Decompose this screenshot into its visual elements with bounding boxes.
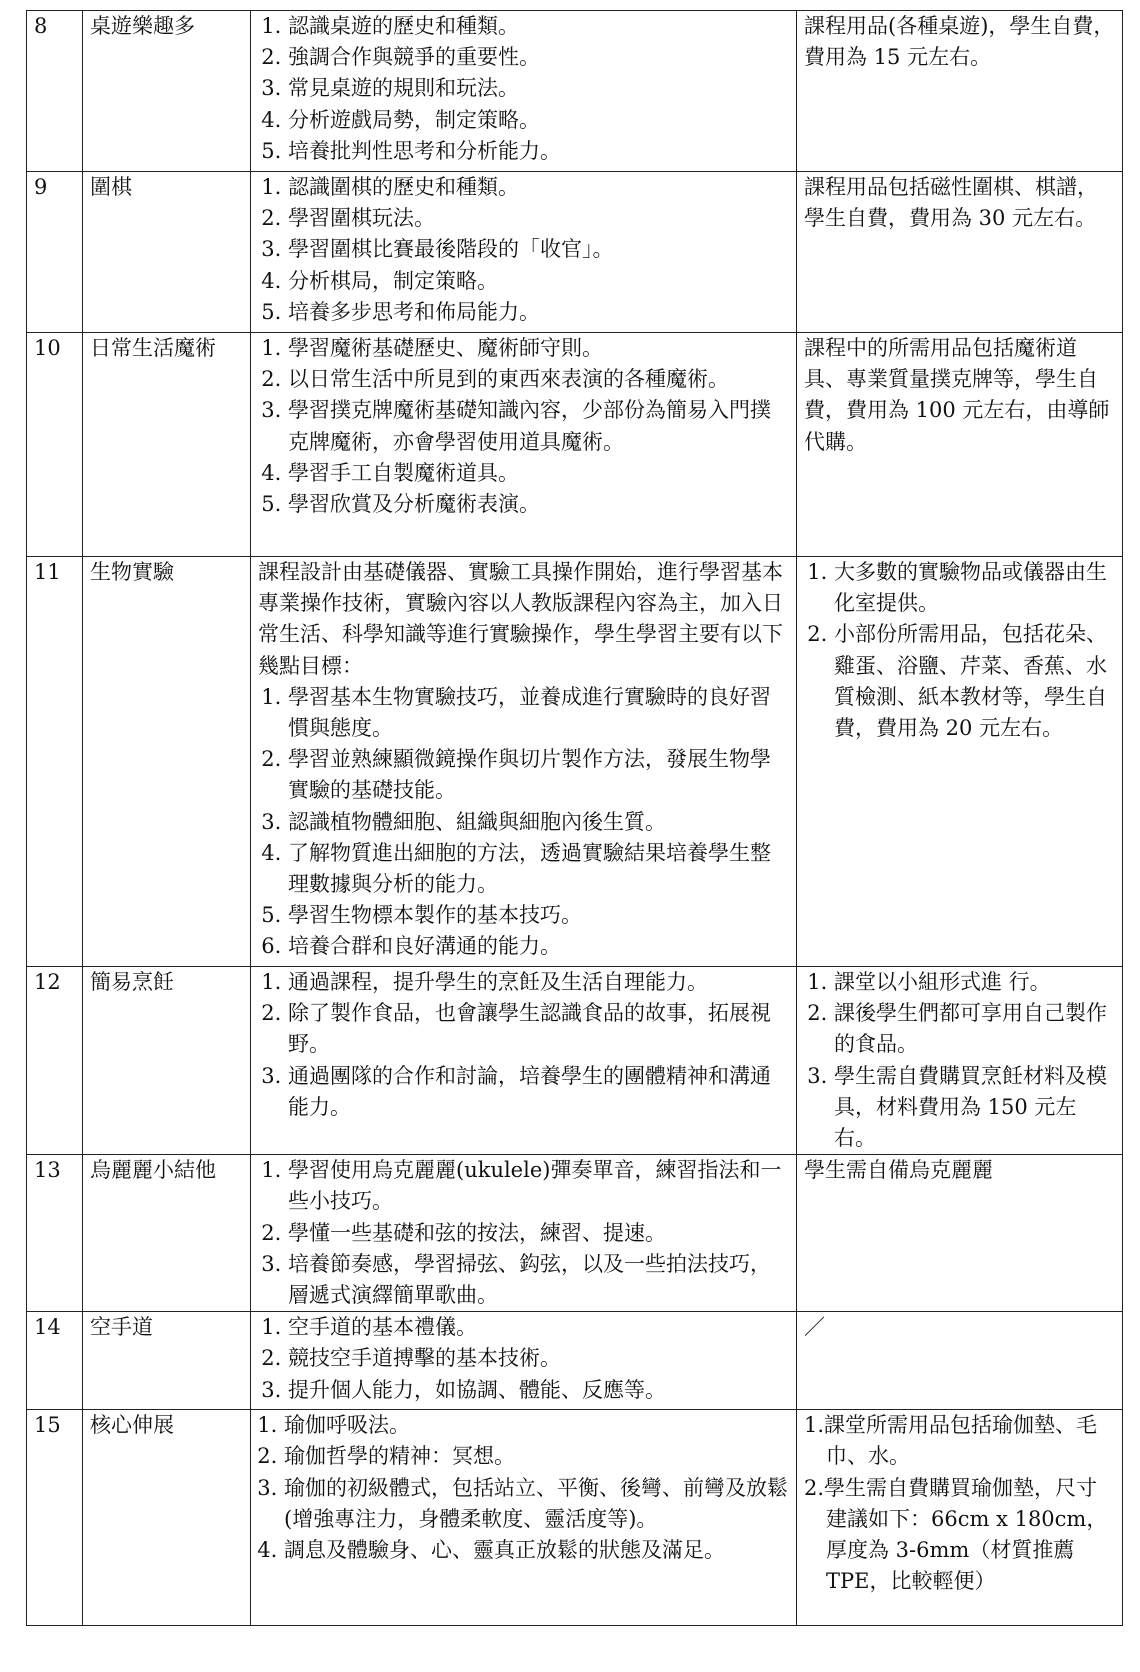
note-item: 3. 學生需自費購買烹飪材料及模具，材料費用為 150 元左右。 [834,1061,1116,1155]
goal-item: 3. 提升個人能力，如協調、體能、反應等。 [288,1375,790,1406]
goal-item: 5. 學習生物標本製作的基本技巧。 [288,900,790,931]
goal-item: 4. 調息及體驗身、心、靈真正放鬆的狀態及滿足。 [284,1535,790,1566]
goal-item: 2. 學懂一些基礎和弦的按法，練習、提速。 [288,1218,790,1249]
course-note: 課程用品包括磁性圍棋、棋譜，學生自費，費用為 30 元左右。 [797,172,1123,333]
goal-item: 1. 學習基本生物實驗技巧，並養成進行實驗時的良好習慣與態度。 [288,682,790,744]
table-row [27,1155,1123,1312]
goal-list [258,172,790,328]
goal-item: 2. 競技空手道搏擊的基本技術。 [288,1343,790,1374]
goal-item: 4. 分析棋局，制定策略。 [288,266,790,297]
goal-item: 3. 培養節奏感，學習掃弦、鈎弦，以及一些拍法技巧，層遞式演繹簡單歌曲。 [288,1249,790,1311]
course-goals [251,1410,797,1626]
course-number: 12 [27,967,83,1155]
course-name: 烏麗麗小結他 [83,1155,251,1312]
goal-list [258,967,790,1123]
course-name: 空手道 [83,1312,251,1410]
goal-item: 3. 認識植物體細胞、組織與細胞內後生質。 [288,807,790,838]
table-row [27,1312,1123,1410]
course-number: 10 [27,333,83,557]
goal-item: 2. 以日常生活中所見到的東西來表演的各種魔術。 [288,364,790,395]
course-table [26,10,1123,1626]
course-goals [251,333,797,557]
goal-item: 5. 學習欣賞及分析魔術表演。 [288,489,790,520]
course-number: 14 [27,1312,83,1410]
course-name: 核心伸展 [83,1410,251,1626]
goal-item: 1. 通過課程，提升學生的烹飪及生活自理能力。 [288,967,790,998]
goal-list [258,1155,790,1311]
table-row [27,172,1123,333]
course-note: 課程中的所需用品包括魔術道具、專業質量撲克牌等，學生自費，費用為 100 元左右，由導師代購。 [797,333,1123,557]
course-number: 15 [27,1410,83,1626]
note-item: 1.課堂所需用品包括瑜伽墊、毛巾、水。 [804,1413,1098,1469]
course-note: ／ [797,1312,1123,1410]
goal-list [258,333,790,520]
goal-item: 3. 學習撲克牌魔術基礎知識內容，少部份為簡易入門撲克牌魔術，亦會學習使用道具魔術。 [288,395,790,457]
course-name: 日常生活魔術 [83,333,251,557]
goal-item: 3. 學習圍棋比賽最後階段的「收官」。 [288,234,790,265]
table-row [27,1410,1123,1626]
goal-item: 1. 認識圍棋的歷史和種類。 [288,172,790,203]
goal-item: 2. 強調合作與競爭的重要性。 [288,42,790,73]
goal-item: 2. 學習並熟練顯微鏡操作與切片製作方法，發展生物學實驗的基礎技能。 [288,744,790,806]
goal-item: 6. 培養合群和良好溝通的能力。 [288,931,790,962]
course-goals [251,11,797,172]
goal-list [258,1312,790,1406]
goal-item: 4. 學習手工自製魔術道具。 [288,458,790,489]
goal-item: 2. 學習圍棋玩法。 [288,203,790,234]
course-number: 8 [27,11,83,172]
goal-item: 3. 瑜伽的初級體式，包括站立、平衡、後彎、前彎及放鬆(增強專注力，身體柔軟度、靈活度等)。 [284,1473,790,1535]
goal-item: 1. 認識桌遊的歷史和種類。 [288,11,790,42]
note-item: 2. 小部份所需用品，包括花朵、雞蛋、浴鹽、芹菜、香蕉、水質檢測、紙本教材等，學生自費，費用為 20 元左右。 [834,619,1116,744]
table-row [27,967,1123,1155]
course-number: 11 [27,557,83,967]
course-goals [251,1312,797,1410]
goal-item: 4. 分析遊戲局勢，制定策略。 [288,105,790,136]
course-goals [251,172,797,333]
note-item: 2. 課後學生們都可享用自己製作的食品。 [834,998,1116,1060]
note-list [804,557,1116,744]
course-name: 生物實驗 [83,557,251,967]
course-note [797,967,1123,1155]
course-note: 學生需自備烏克麗麗 [797,1155,1123,1312]
note-list [804,967,1116,1154]
course-name: 桌遊樂趣多 [83,11,251,172]
course-note: 課程用品(各種桌遊)，學生自費，費用為 15 元左右。 [797,11,1123,172]
goal-item: 3. 常見桌遊的規則和玩法。 [288,73,790,104]
course-number: 13 [27,1155,83,1312]
goal-item: 5. 培養批判性思考和分析能力。 [288,136,790,167]
course-intro: 課程設計由基礎儀器、實驗工具操作開始，進行學習基本專業操作技術，實驗內容以人教版課程內容為主，加入日常生活、科學知識等進行實驗操作，學生學習主要有以下幾點目標： [258,560,783,678]
goal-item: 5. 培養多步思考和佈局能力。 [288,297,790,328]
course-number: 9 [27,172,83,333]
goal-item: 1. 瑜伽呼吸法。 [284,1410,790,1441]
goal-item: 1. 空手道的基本禮儀。 [288,1312,790,1343]
goal-item: 2. 除了製作食品，也會讓學生認識食品的故事，拓展視野。 [288,998,790,1060]
course-goals [251,557,797,967]
course-name: 圍棋 [83,172,251,333]
course-goals [251,967,797,1155]
note-item: 1. 課堂以小組形式進 行。 [834,967,1116,998]
course-note [797,1410,1123,1626]
goal-list [258,1410,790,1566]
goal-item: 2. 瑜伽哲學的精神：冥想。 [284,1441,790,1472]
goal-list [258,11,790,167]
note-item: 2.學生需自費購買瑜伽墊，尺寸建議如下：66cm x 180cm，厚度為 3-6mm（材質推薦 TPE，比較輕便） [804,1475,1108,1594]
course-goals [251,1155,797,1312]
goal-item: 4. 了解物質進出細胞的方法，透過實驗結果培養學生整理數據與分析的能力。 [288,838,790,900]
goal-item: 1. 學習使用烏克麗麗(ukulele)彈奏單音，練習指法和一些小技巧。 [288,1155,790,1217]
goal-item: 1. 學習魔術基礎歷史、魔術師守則。 [288,333,790,364]
course-note [797,557,1123,967]
goal-item: 3. 通過團隊的合作和討論，培養學生的團體精神和溝通能力。 [288,1061,790,1123]
table-row [27,557,1123,967]
table-row [27,333,1123,557]
table-row [27,11,1123,172]
note-item: 1. 大多數的實驗物品或儀器由生化室提供。 [834,557,1116,619]
goal-list [258,682,790,963]
course-name: 簡易烹飪 [83,967,251,1155]
